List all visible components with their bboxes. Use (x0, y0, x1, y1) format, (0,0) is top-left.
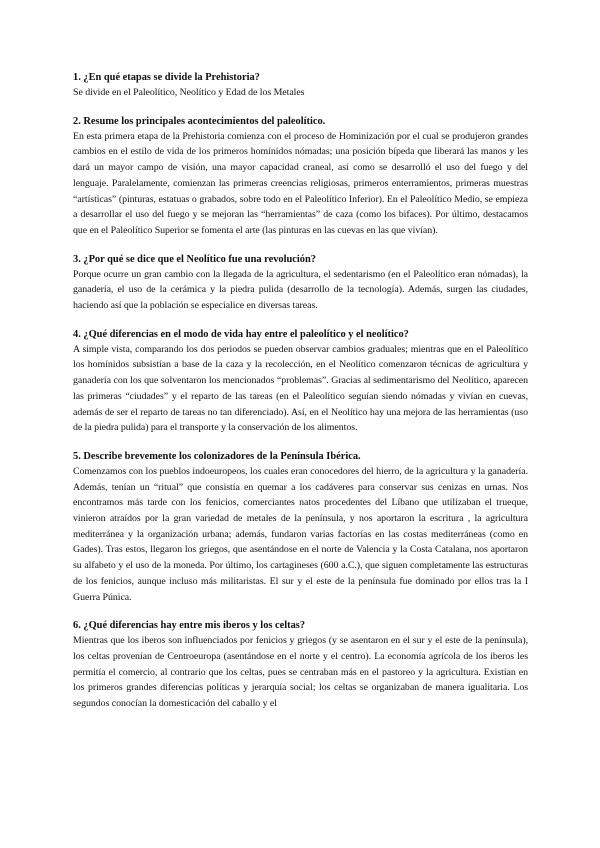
section-3 (73, 252, 528, 314)
answer-paragraph: A simple vista, comparando los dos periodos se pueden observar cambios graduales; mientras que en el Paleolítico los homínidos subsistían a base de la caza y la recolección, en el Neolítico comenzaron técnicas de agricultura y ganadería con los que solventaron los mencionados “problemas”. Gracias al sedimentarismo del Neolítico, aparecen las primeras “ciudades” y el reparto de las tareas (en el Paleolítico seguían siendo nómadas y vivían en cuevas, además de ser el reparto de tareas no tan diferenciado). Así, en el Neolítico hay una mejora de las herramientas (uso de la piedra pulida) para el transporte y la conservación de los alimentos. (73, 343, 528, 434)
answer-paragraph: Comenzamos con los pueblos indoeuropeos, los cuales eran conocedores del hierro, de la agricultura y la ganadería. Además, tenían un “ritual” que consistía en quemar a los cadáveres para conservar sus cenizas en urnas. Nos encontramos más tarde con los fenicios, comerciantes natos procedentes del Líbano que utilizaban el trueque, vinieron atraídos por la gran variedad de metales de la península, y nos aportaron la escritura , la agricultura mediterránea y la organización urbana; además, fundaron varias factorías en las costas mediterráneas (como en Gades). Tras estos, llegaron los griegos, que asentándose en el norte de Valencia y la Costa Catalana, nos aportaron su alfabeto y el uso de la moneda. Por último, los cartagineses (600 a.C.), que siguen completamente las estructuras de los fenicios, aunque incluso más militaristas. El sur y el este de la península fue dominado por ellos tras la I Guerra Púnica. (73, 465, 528, 603)
section-1 (73, 70, 528, 101)
section-2 (73, 114, 528, 239)
question-heading: 2. Resume los principales acontecimientos del paleolítico. (73, 115, 326, 127)
question-heading: 6. ¿Qué diferencias hay entre mis iberos y los celtas? (73, 620, 306, 632)
question-heading: 4. ¿Qué diferencias en el modo de vida hay entre el paleolítico y el neolítico? (73, 328, 409, 340)
answer-paragraph: Mientras que los iberos son influenciados por fenicios y griegos (y se asentaron en el sur y el este de la península), los celtas provenían de Centroeuropa (asentándose en el norte y el centro). La economía agrícola de los iberos les permitía el comercio, al contrario que los celtas, pues se centraban más en el pastoreo y la agricultura. Existían en los primeros grandes diferencias políticas y jerarquía social; los celtas se organizaban de manera igualitaria. Los segundos conocían la domesticación del caballo y el (73, 635, 528, 710)
question-heading: 3. ¿Por qué se dice que el Neolítico fue una revolución? (73, 253, 316, 265)
section-4 (73, 327, 528, 436)
answer-paragraph: En esta primera etapa de la Prehistoria comienza con el proceso de Hominización por el cual se produjeron grandes cambios en el estilo de vida de los primeros homínidos nómadas; una posición bípeda que liberará las manos y les dará un mayor campo de visión, una mayor capacidad craneal, así como se desarrolló el uso del fuego y del lenguaje. Paralelamente, comienzan las primeras creencias religiosas, primeros enterramientos, primeras muestras “artísticas” (pinturas, estatuas o grabados, sobre todo en el Paleolítico Inferior). En el Paleolítico Medio, se empieza a desarrollar el uso del fuego y se mejoran las “herramientas” de caza (como los bifaces). Por último, destacamos que en el Paleolítico Superior se fomenta el arte (las pinturas en las cuevas en las que vivían). (73, 130, 528, 236)
question-heading: 1. ¿En qué etapas se divide la Prehistoria? (73, 72, 260, 83)
section-6 (73, 618, 528, 712)
section-5 (73, 449, 528, 605)
answer-paragraph: Se divide en el Paleolítico, Neolítico y Edad de los Metales (73, 87, 305, 98)
answer-paragraph: Porque ocurre un gran cambio con la llegada de la agricultura, el sedentarismo (en el Paleolítico eran nómadas), la ganadería, el uso de la cerámica y la piedra pulida (desarrollo de la tecnología). Además, surgen las ciudades, haciendo así que la población se especialice en diversas tareas. (73, 268, 528, 312)
question-heading: 5. Describe brevemente los colonizadores de la Península Ibérica. (73, 450, 361, 462)
